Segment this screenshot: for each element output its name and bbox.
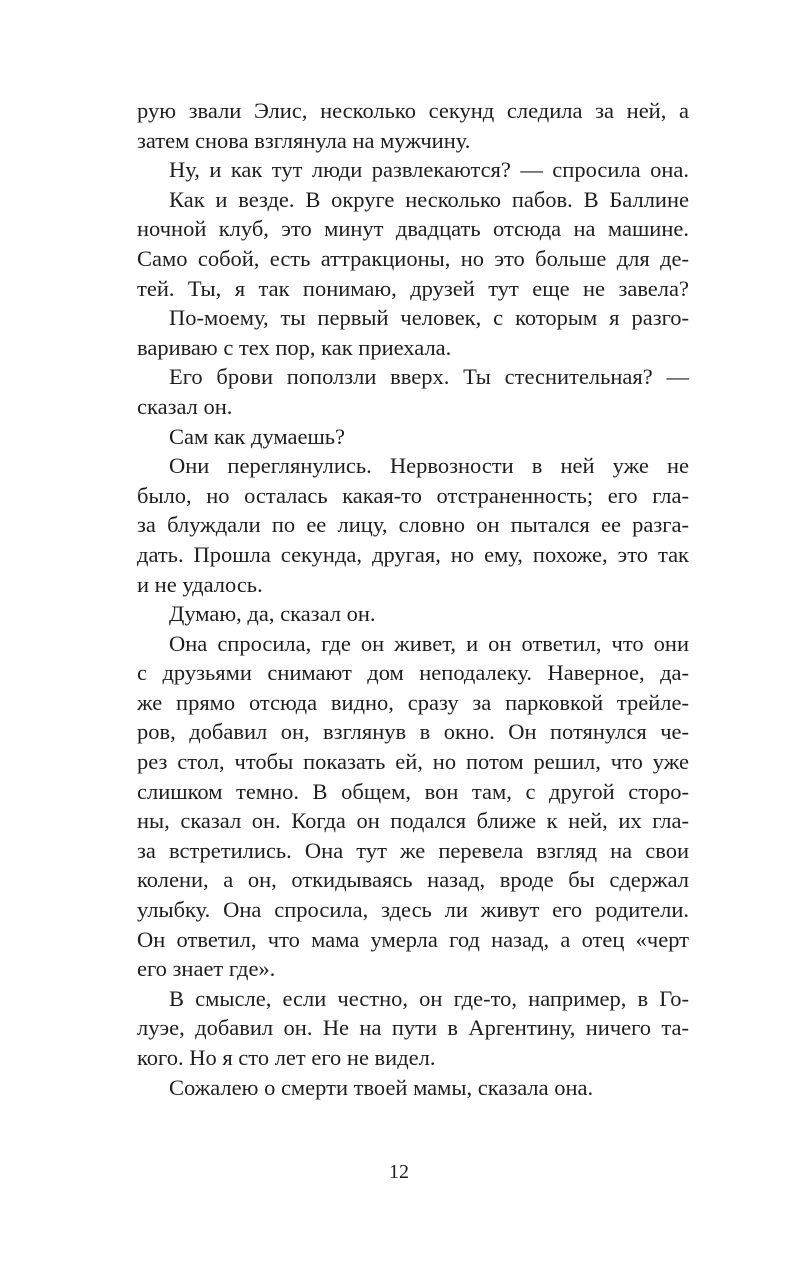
text-line: рую звали Элис, несколько секунд следила за ней, а: [137, 98, 689, 123]
text-line: Думаю, да, сказал он.: [169, 601, 376, 627]
text-line: ны, сказал он. Когда он подался ближе к ней, их гла-: [137, 808, 689, 834]
text-line: кого. Но я сто лет его не видел.: [137, 1045, 436, 1070]
text-line: Ну, и как тут люди развлекаются? — спросила она.: [169, 157, 689, 183]
text-line: тей. Ты, я так понимаю, друзей тут еще не завела?: [137, 275, 689, 301]
text-line: дать. Прошла секунда, другая, но ему, похоже, это так: [137, 541, 689, 567]
text-line: ров, добавил он, взглянув в окно. Он потянулся че-: [137, 719, 689, 745]
text-line: Само собой, есть аттракционы, но это больше для де-: [137, 245, 689, 271]
text-line: Как и везде. В округе несколько пабов. В Баллине: [169, 186, 689, 212]
text-line: По-моему, ты первый человек, с которым я разго-: [169, 305, 689, 331]
text-line: его знает где».: [137, 956, 276, 982]
body-text: [137, 96, 689, 1102]
text-line: Он ответил, что мама умерла год назад, а отец «черт: [137, 926, 689, 952]
text-line: же прямо отсюда видно, сразу за парковкой трейле-: [137, 689, 689, 715]
text-line: с друзьями снимают дом неподалеку. Наверное, да-: [137, 660, 689, 686]
text-line: за блуждали по ее лицу, словно он пытался ее разга-: [137, 512, 689, 538]
text-line: Сожалею о смерти твоей мамы, сказала она.: [169, 1074, 594, 1100]
text-line: рез стол, чтобы показать ей, но потом решил, что уже: [137, 749, 689, 775]
text-line: и не удалось.: [137, 571, 263, 597]
text-line: улыбку. Она спросила, здесь ли живут его родители.: [137, 897, 689, 923]
text-line: Сам как думаешь?: [169, 423, 346, 449]
text-line: затем снова взглянула на мужчину.: [137, 127, 471, 153]
text-line: вариваю с тех пор, как приехала.: [137, 334, 452, 360]
text-line: за встретились. Она тут же перевела взгляд на свои: [137, 837, 689, 863]
text-line: сказал он.: [137, 393, 233, 419]
text-line: луэе, добавил он. Не на пути в Аргентину, ничего та-: [137, 1015, 689, 1041]
page-number: 12: [389, 1161, 409, 1183]
text-line: В смысле, если честно, он где-то, например, в Го-: [169, 985, 689, 1011]
text-line: слишком темно. В общем, вон там, с другой сторо-: [137, 778, 689, 804]
text-line: колени, а он, откидываясь назад, вроде бы сдержал: [137, 867, 689, 893]
text-line: Его брови поползли вверх. Ты стеснительная? —: [169, 364, 689, 390]
text-line: было, но осталась какая-то отстраненность; его гла-: [137, 482, 689, 508]
text-line: ночной клуб, это минут двадцать отсюда на машине.: [137, 216, 689, 242]
text-line: Она спросила, где он живет, и он ответил, что они: [169, 630, 689, 656]
text-line: Они переглянулись. Нервозности в ней уже не: [169, 453, 689, 479]
